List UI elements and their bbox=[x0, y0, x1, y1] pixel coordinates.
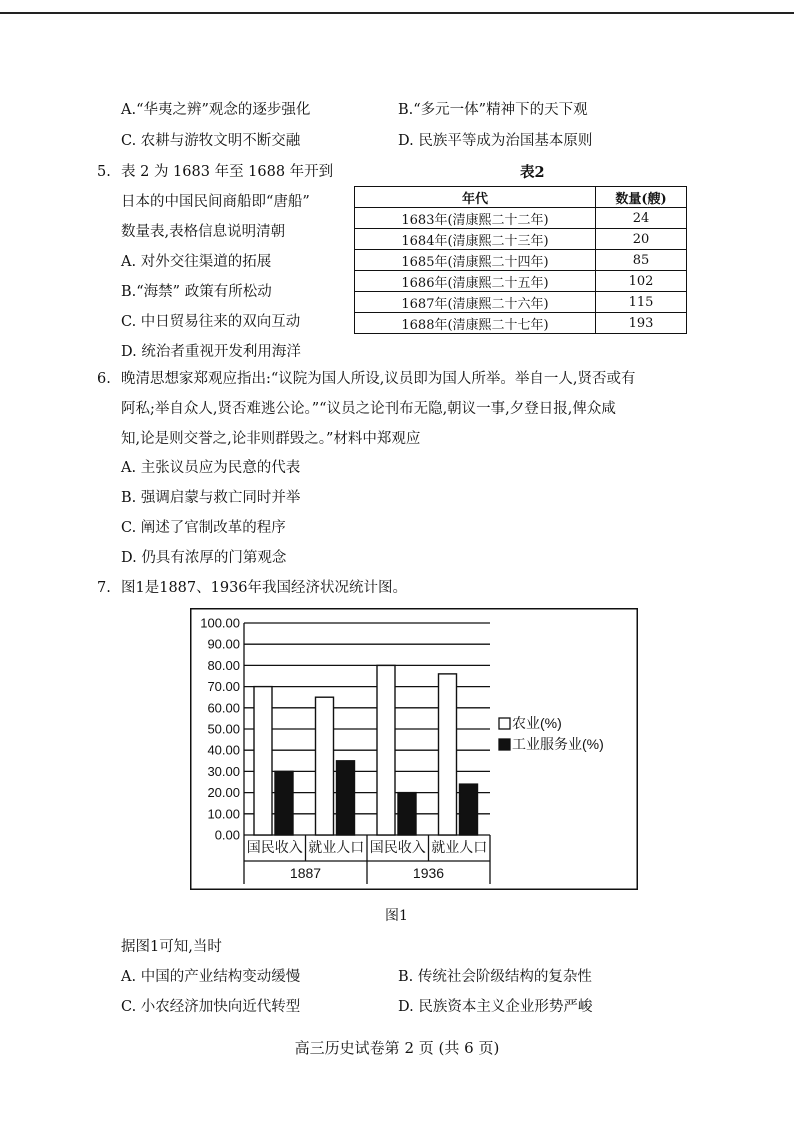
q7-after-text: 据图1可知,当时 bbox=[121, 939, 222, 955]
bar-industry-service bbox=[398, 793, 416, 835]
q5-option-c[interactable]: C. 中日贸易往来的双向互动 bbox=[121, 314, 301, 330]
q6-option-c[interactable]: C. 阐述了官制改革的程序 bbox=[121, 520, 286, 536]
q7-option-d[interactable]: D. 民族资本主义企业形势严峻 bbox=[398, 999, 593, 1015]
table-cell-year: 1685年(清康熙二十四年) bbox=[355, 250, 596, 271]
bar-agriculture bbox=[316, 697, 334, 835]
q4-option-d[interactable]: D. 民族平等成为治国基本原则 bbox=[398, 133, 593, 149]
table-header-year: 年代 bbox=[355, 187, 596, 208]
q7-option-c[interactable]: C. 小农经济加快向近代转型 bbox=[121, 999, 301, 1015]
y-tick-label: 10.00 bbox=[207, 806, 240, 822]
table-row bbox=[355, 229, 687, 250]
q7-option-a[interactable]: A. 中国的产业结构变动缓慢 bbox=[121, 969, 301, 985]
q5-option-b[interactable]: B.“海禁” 政策有所松动 bbox=[121, 284, 272, 300]
y-tick-label: 90.00 bbox=[207, 636, 240, 652]
q5-number: 5. bbox=[97, 164, 111, 180]
y-tick-label: 50.00 bbox=[207, 721, 240, 737]
q7-number: 7. bbox=[97, 580, 111, 596]
table-cell-year: 1687年(清康熙二十六年) bbox=[355, 292, 596, 313]
y-tick-label: 30.00 bbox=[207, 763, 240, 779]
q5-stem-line: 日本的中国民间商船即“唐船” bbox=[121, 194, 310, 210]
y-tick-label: 40.00 bbox=[207, 742, 240, 758]
y-tick-label: 20.00 bbox=[207, 785, 240, 801]
q4-option-c[interactable]: C. 农耕与游牧文明不断交融 bbox=[121, 133, 301, 149]
table-cell-year: 1686年(清康熙二十五年) bbox=[355, 271, 596, 292]
q6-option-a[interactable]: A. 主张议员应为民意的代表 bbox=[121, 460, 301, 476]
table-cell-count: 20 bbox=[596, 229, 687, 250]
q7-option-b[interactable]: B. 传统社会阶级结构的复杂性 bbox=[398, 969, 592, 985]
table-header-count: 数量(艘) bbox=[596, 187, 687, 208]
y-tick-label: 100.00 bbox=[200, 615, 240, 631]
table-header-row bbox=[355, 187, 687, 208]
table-row bbox=[355, 313, 687, 334]
bar-agriculture bbox=[377, 665, 395, 835]
legend-label: 农业(%) bbox=[512, 715, 562, 731]
bar-industry-service bbox=[460, 784, 478, 835]
table-cell-count: 115 bbox=[596, 292, 687, 313]
economy-bar-chart bbox=[190, 608, 638, 890]
bar-agriculture bbox=[254, 687, 272, 835]
x-group-label: 1887 bbox=[289, 865, 322, 881]
top-rule bbox=[0, 12, 794, 14]
bar-agriculture bbox=[439, 674, 457, 835]
q4-option-b[interactable]: B.“多元一体”精神下的天下观 bbox=[398, 102, 588, 118]
q6-stem-line: 阿私;举自众人,贤否难逃公论。”“议员之论刊布无隐,朝议一事,夕登日报,俾众咸 bbox=[121, 401, 616, 417]
table-row bbox=[355, 250, 687, 271]
tang-ship-table bbox=[354, 186, 687, 334]
page-footer: 高三历史试卷第 2 页 (共 6 页) bbox=[294, 1039, 500, 1057]
y-tick-label: 70.00 bbox=[207, 679, 240, 695]
bar-industry-service bbox=[337, 761, 355, 835]
q5-stem-line: 数量表,表格信息说明清朝 bbox=[121, 224, 286, 240]
x-group-label: 1936 bbox=[412, 865, 445, 881]
q6-option-d[interactable]: D. 仍具有浓厚的门第观念 bbox=[121, 550, 287, 566]
table-cell-year: 1683年(清康熙二十二年) bbox=[355, 208, 596, 229]
table-cell-count: 85 bbox=[596, 250, 687, 271]
q6-stem-line: 知,论是则交誉之,论非则群毁之。”材料中郑观应 bbox=[121, 431, 421, 447]
table-row bbox=[355, 208, 687, 229]
x-category-label: 国民收入 bbox=[246, 839, 303, 855]
bar-industry-service bbox=[275, 771, 293, 835]
table-cell-year: 1684年(清康熙二十三年) bbox=[355, 229, 596, 250]
table-cell-count: 102 bbox=[596, 271, 687, 292]
y-tick-label: 80.00 bbox=[207, 657, 240, 673]
q6-number: 6. bbox=[97, 371, 111, 387]
y-tick-label: 0.00 bbox=[214, 827, 240, 843]
y-tick-label: 60.00 bbox=[207, 700, 240, 716]
table-cell-count: 193 bbox=[596, 313, 687, 334]
x-category-label: 国民收入 bbox=[369, 839, 426, 855]
q4-option-a[interactable]: A.“华夷之辨”观念的逐步强化 bbox=[121, 102, 311, 118]
q5-option-d[interactable]: D. 统治者重视开发利用海洋 bbox=[121, 344, 301, 360]
q5-stem-line: 表 2 为 1683 年至 1688 年开到 bbox=[121, 164, 334, 180]
legend-label: 工业服务业(%) bbox=[512, 736, 604, 752]
table-cell-year: 1688年(清康熙二十七年) bbox=[355, 313, 596, 334]
q7-stem: 图1是1887、1936年我国经济状况统计图。 bbox=[121, 580, 408, 596]
legend-swatch bbox=[499, 718, 510, 729]
x-category-label: 就业人口 bbox=[308, 839, 365, 855]
q5-option-a[interactable]: A. 对外交往渠道的拓展 bbox=[121, 254, 272, 270]
q6-stem-line: 晚清思想家郑观应指出:“议院为国人所设,议员即为国人所举。举自一人,贤否或有 bbox=[121, 371, 636, 387]
figure-caption: 图1 bbox=[385, 908, 408, 924]
q6-option-b[interactable]: B. 强调启蒙与救亡同时并举 bbox=[121, 490, 301, 506]
table-row bbox=[355, 271, 687, 292]
table-title: 表2 bbox=[520, 164, 545, 181]
table-row bbox=[355, 292, 687, 313]
legend-swatch bbox=[499, 739, 510, 750]
table-cell-count: 24 bbox=[596, 208, 687, 229]
x-category-label: 就业人口 bbox=[431, 839, 488, 855]
